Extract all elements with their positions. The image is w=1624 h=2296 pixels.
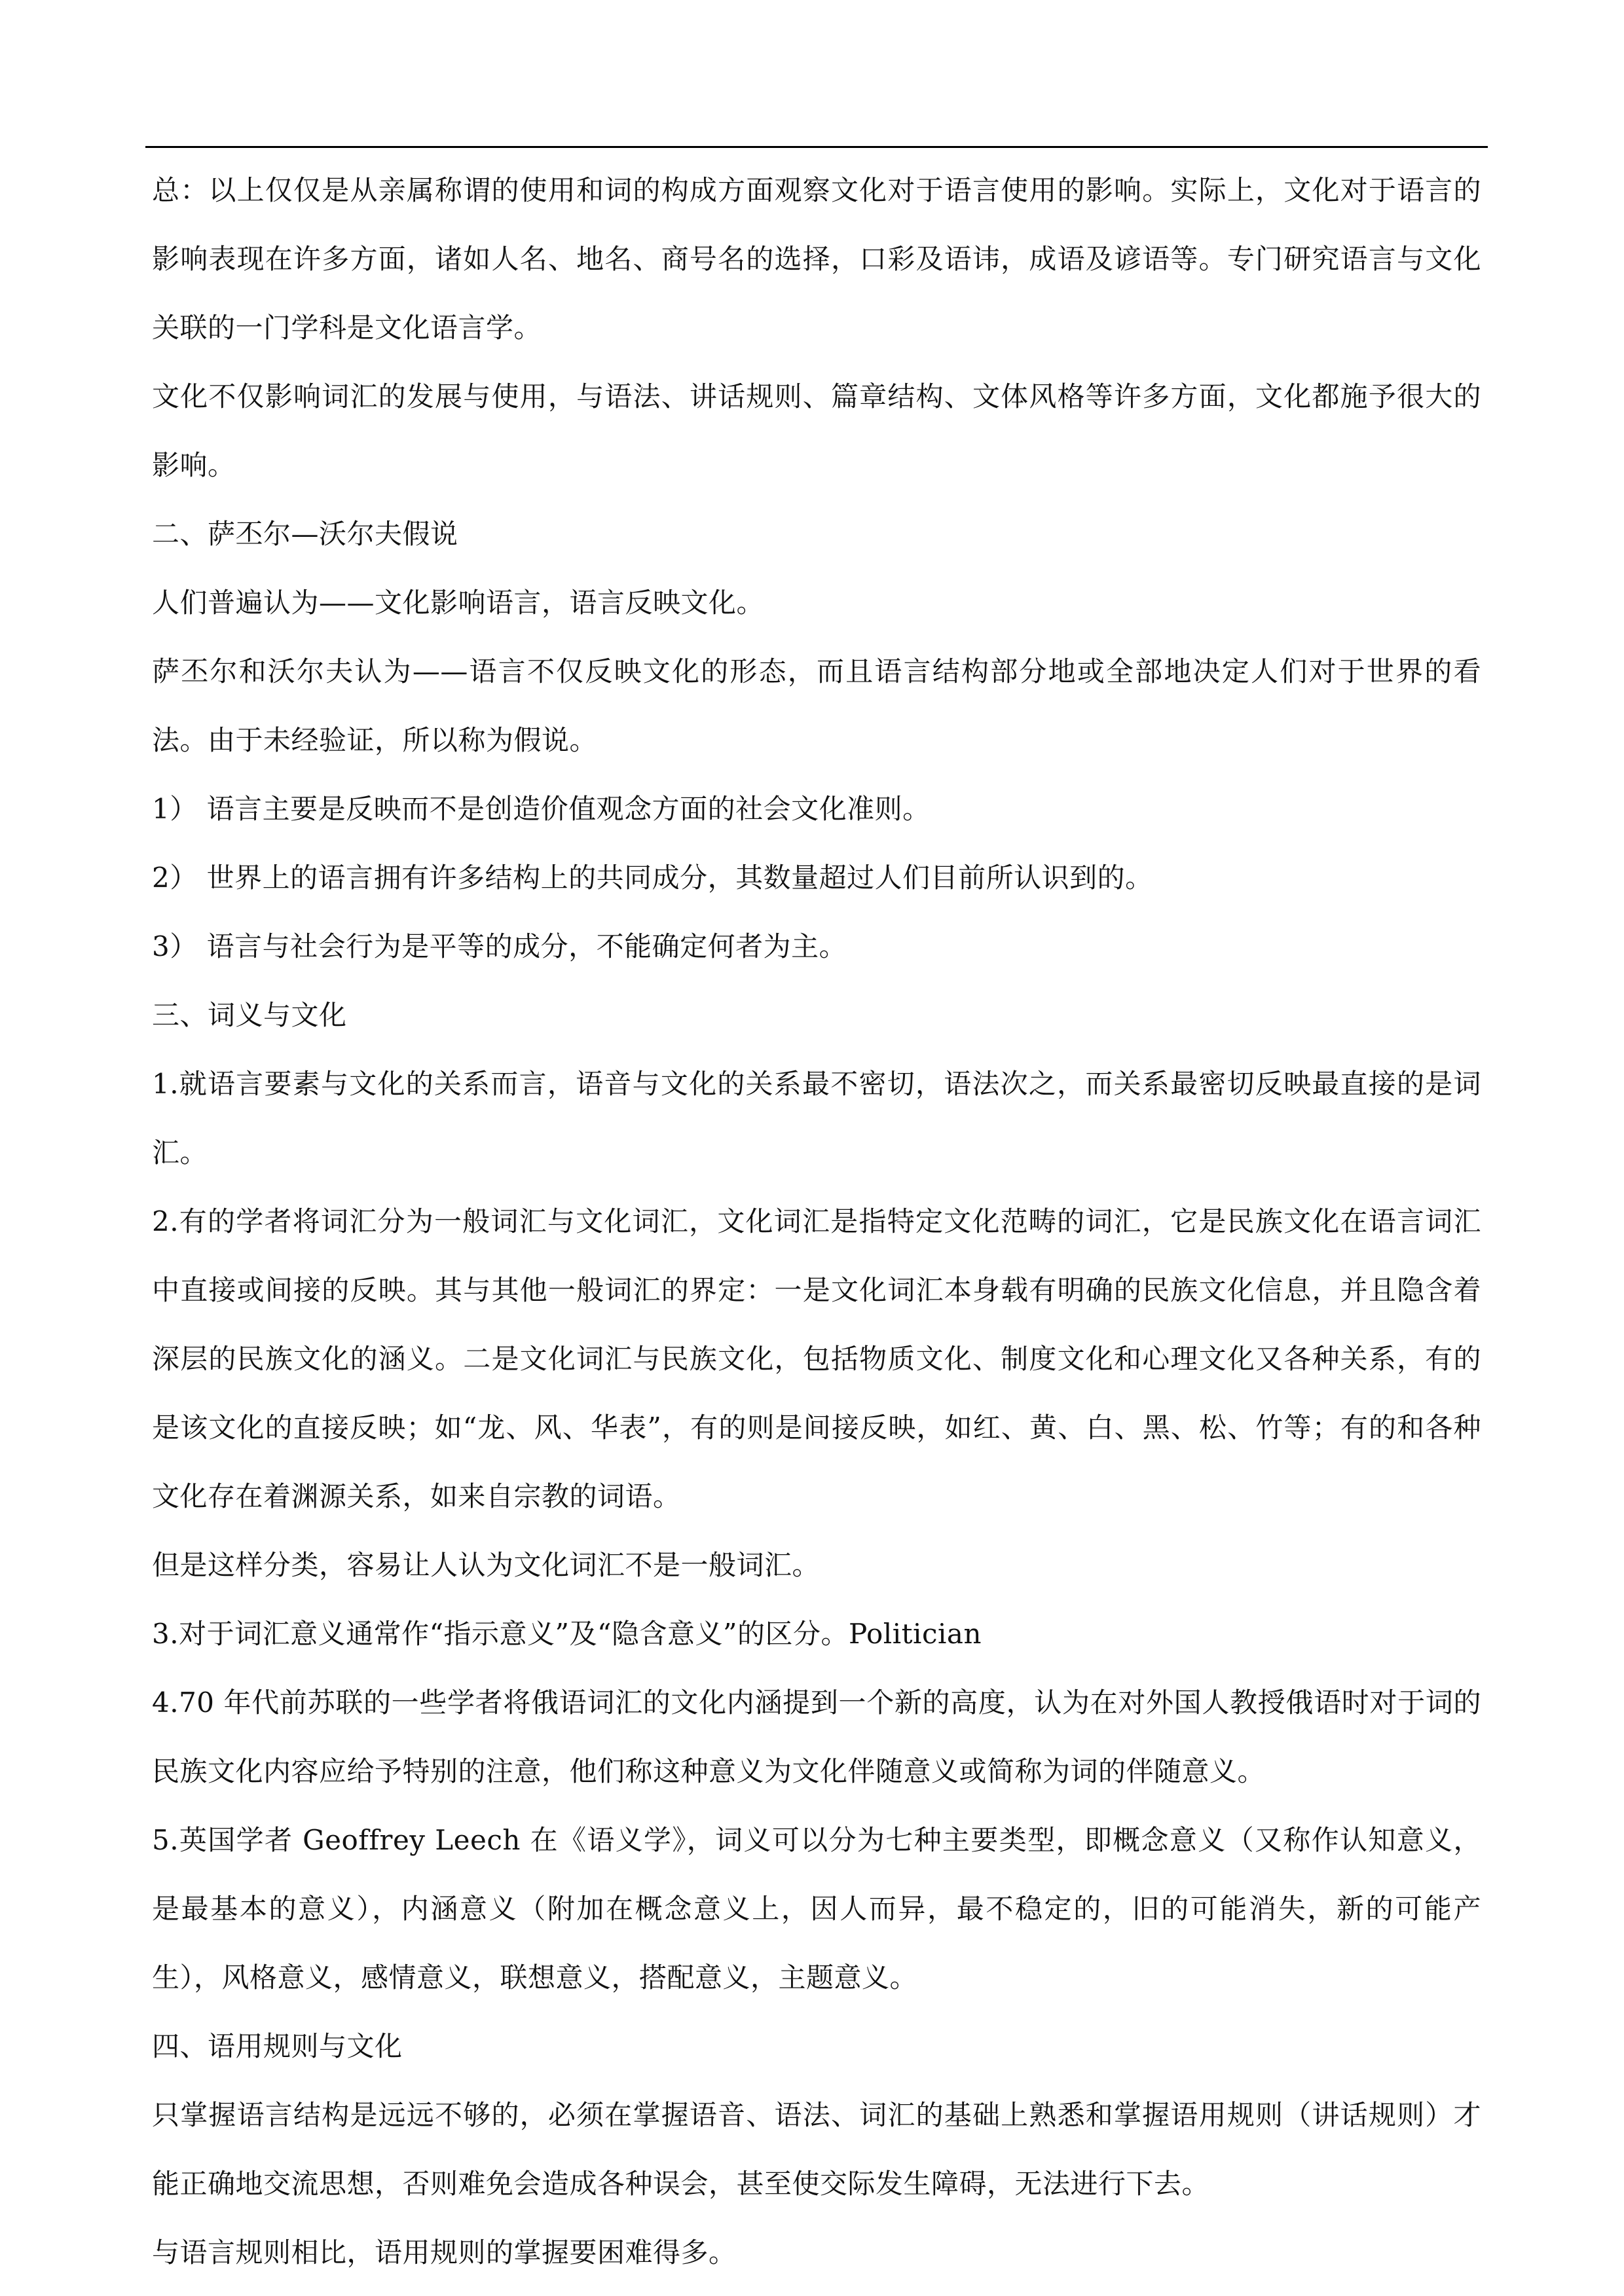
body-text [152,156,1481,2287]
section-heading-word-meaning: 三、词义与文化 [152,999,347,1031]
paragraph-point-4: 4.70 年代前苏联的一些学者将俄语词汇的文化内涵提到一个新的高度，认为在对外国人教授俄语时对于词的民族文化内容应给予特别的注意，他们称这种意义为文化伴随意义或简称为词的伴随意义。 [152,1686,1481,1787]
paragraph-pragmatic-rules: 只掌握语言结构是远远不够的，必须在掌握语音、语法、词汇的基础上熟悉和掌握语用规则（讲话规则）才能正确地交流思想，否则难免会造成各种误会，甚至使交际发生障碍，无法进行下去。 [152,2099,1481,2200]
header-rule [145,146,1488,148]
paragraph-common-view: 人们普遍认为——文化影响语言，语言反映文化。 [152,587,765,619]
paragraph-point-1: 1.就语言要素与文化的关系而言，语音与文化的关系最不密切，语法次之，而关系最密切反映最直接的是词汇。 [152,1068,1481,1169]
paragraph-culture-influence: 文化不仅影响词汇的发展与使用，与语法、讲话规则、篇章结构、文体风格等许多方面，文化都施予很大的影响。 [152,380,1481,481]
paragraph-comparison: 与语言规则相比，语用规则的掌握要困难得多。 [152,2236,737,2269]
paragraph-point-2: 2.有的学者将词汇分为一般词汇与文化词汇，文化词汇是指特定文化范畴的词汇，它是民族文化在语言词汇中直接或间接的反映。其与其他一般词汇的界定：一是文化词汇本身载有明确的民族文化信息，并且隐含着深层的民族文化的涵义。二是文化词汇与民族文化，包括物质文化、制度文化和心理文化又各种关系，有的是该文化的直接反映；如“龙、风、华表”，有的则是间接反映，如红、黄、白、黑、松、竹等；有的和各种文化存在着渊源关系，如来自宗教的词语。 [152,1205,1481,1512]
paragraph-summary: 总：以上仅仅是从亲属称谓的使用和词的构成方面观察文化对于语言使用的影响。实际上，文化对于语言的影响表现在许多方面，诸如人名、地名、商号名的选择，口彩及语讳，成语及谚语等。专门研究语言与文化关联的一门学科是文化语言学。 [152,174,1481,344]
section-heading-sapir-whorf: 二、萨丕尔—沃尔夫假说 [152,518,458,550]
paragraph-sapir-whorf-view: 萨丕尔和沃尔夫认为——语言不仅反映文化的形态，而且语言结构部分地或全部地决定人们对于世界的看法。由于未经验证，所以称为假说。 [152,655,1481,756]
paragraph-point-3: 3.对于词汇意义通常作“指示意义”及“隐含意义”的区分。Politician [152,1618,982,1650]
paragraph-point-5: 5.英国学者 Geoffrey Leech 在《语义学》，词义可以分为七种主要类型，即概念意义（又称作认知意义，是最基本的意义），内涵意义（附加在概念意义上，因人而异，最不稳定的，旧的可能消失，新的可能产生），风格意义，感情意义，联想意义，搭配意义，主题意义。 [152,1824,1481,1994]
paragraph-classification-note: 但是这样分类，容易让人认为文化词汇不是一般词汇。 [152,1549,821,1581]
list-item-3: 3） 语言与社会行为是平等的成分，不能确定何者为主。 [152,930,847,962]
list-item-1: 1） 语言主要是反映而不是创造价值观念方面的社会文化准则。 [152,793,931,825]
list-item-2: 2） 世界上的语言拥有许多结构上的共同成分，其数量超过人们目前所认识到的。 [152,862,1153,894]
section-heading-pragmatics: 四、语用规则与文化 [152,2030,403,2062]
